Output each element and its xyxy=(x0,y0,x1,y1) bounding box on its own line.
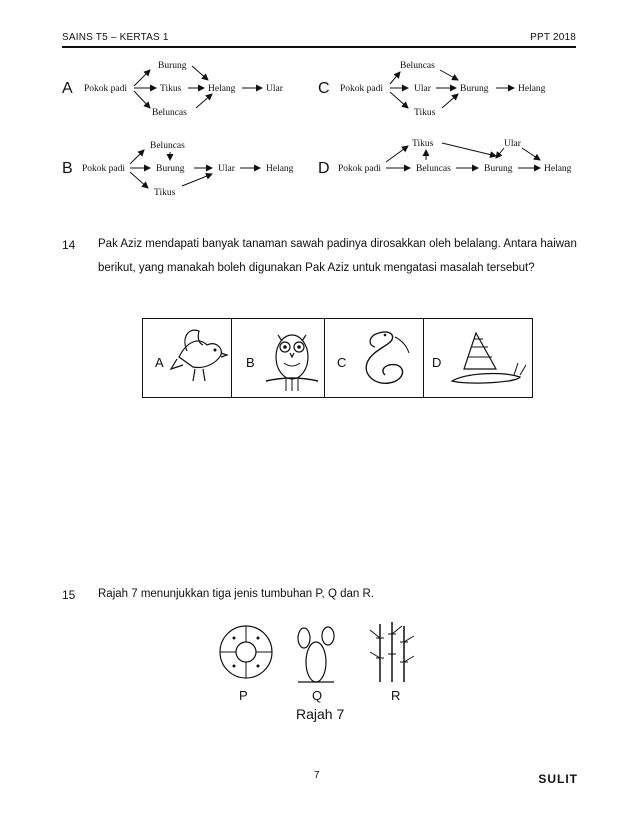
fw-a-tikus: Tikus xyxy=(160,84,182,94)
q15-text: Rajah 7 menunjukkan tiga jenis tumbuhan P, Q dan R. xyxy=(98,588,374,600)
q14-number: 14 xyxy=(62,238,76,252)
fw-b-pokok: Pokok padi xyxy=(82,164,126,174)
food-web-b xyxy=(78,136,304,198)
label-p: P xyxy=(239,688,248,703)
figure-caption: Rajah 7 xyxy=(296,706,345,722)
fw-c-helang: Helang xyxy=(518,84,546,94)
label-q: Q xyxy=(312,688,323,703)
food-web-d xyxy=(334,134,578,196)
q14-option-c-box[interactable] xyxy=(324,318,424,398)
fw-a-burung: Burung xyxy=(158,61,187,71)
header-left: SAINS T5 – KERTAS 1 xyxy=(62,32,169,43)
header-right: PPT 2018 xyxy=(530,32,576,43)
option-d-letter: D xyxy=(318,160,330,177)
fw-d-ular: Ular xyxy=(504,139,521,149)
fw-d-tikus: Tikus xyxy=(412,139,434,149)
fw-b-ular: Ular xyxy=(218,164,235,174)
fw-d-helang: Helang xyxy=(544,164,572,174)
q14-line-1: Pak Aziz mendapati banyak tanaman sawah padinya dirosakkan oleh belalang. Antara haiwan xyxy=(98,238,577,250)
option-b-letter: B xyxy=(62,160,73,177)
fw-c-beluncas: Beluncas xyxy=(400,61,435,71)
snake-icon xyxy=(349,323,415,395)
fw-c-ular: Ular xyxy=(414,84,431,94)
food-web-a xyxy=(80,56,300,118)
label-r: R xyxy=(391,688,401,703)
fw-a-beluncas: Beluncas xyxy=(152,108,187,118)
fw-b-helang: Helang xyxy=(266,164,294,174)
rafflesia-icon xyxy=(216,622,276,682)
q14-option-b-label: B xyxy=(246,355,255,370)
sulit-label: SULIT xyxy=(538,772,578,786)
q14-option-c-label: C xyxy=(337,355,347,370)
owl-icon xyxy=(262,323,322,395)
q14-option-d-box[interactable] xyxy=(423,318,533,398)
fw-a-pokok: Pokok padi xyxy=(84,84,128,94)
page-number: 7 xyxy=(314,770,320,781)
fw-d-pokok: Pokok padi xyxy=(338,164,382,174)
fw-a-helang: Helang xyxy=(208,84,236,94)
q14-option-a-box[interactable] xyxy=(142,318,232,398)
bird-icon xyxy=(169,323,229,393)
fw-c-burung: Burung xyxy=(460,84,489,94)
fw-c-pokok: Pokok padi xyxy=(340,84,384,94)
fw-c-tikus: Tikus xyxy=(414,108,436,118)
option-a-letter: A xyxy=(62,80,73,97)
fw-d-beluncas: Beluncas xyxy=(416,164,451,174)
header-rule xyxy=(62,46,576,48)
q15-number: 15 xyxy=(62,588,76,602)
bamboo-icon xyxy=(368,620,418,686)
q14-option-a-label: A xyxy=(155,355,164,370)
food-web-c xyxy=(336,56,562,118)
option-c-letter: C xyxy=(318,80,330,97)
cactus-icon xyxy=(290,622,340,686)
fw-b-burung: Burung xyxy=(156,164,185,174)
fw-b-beluncas: Beluncas xyxy=(150,141,185,151)
q14-option-d-label: D xyxy=(432,355,442,370)
snail-icon xyxy=(446,323,530,395)
q14-line-2: berikut, yang manakah boleh digunakan Pak Aziz untuk mengatasi masalah tersebut? xyxy=(98,262,535,274)
fw-b-tikus: Tikus xyxy=(154,188,176,198)
fw-d-burung: Burung xyxy=(484,164,513,174)
fw-a-ular: Ular xyxy=(266,84,283,94)
q14-option-b-box[interactable] xyxy=(231,318,325,398)
q14-text xyxy=(98,232,578,280)
